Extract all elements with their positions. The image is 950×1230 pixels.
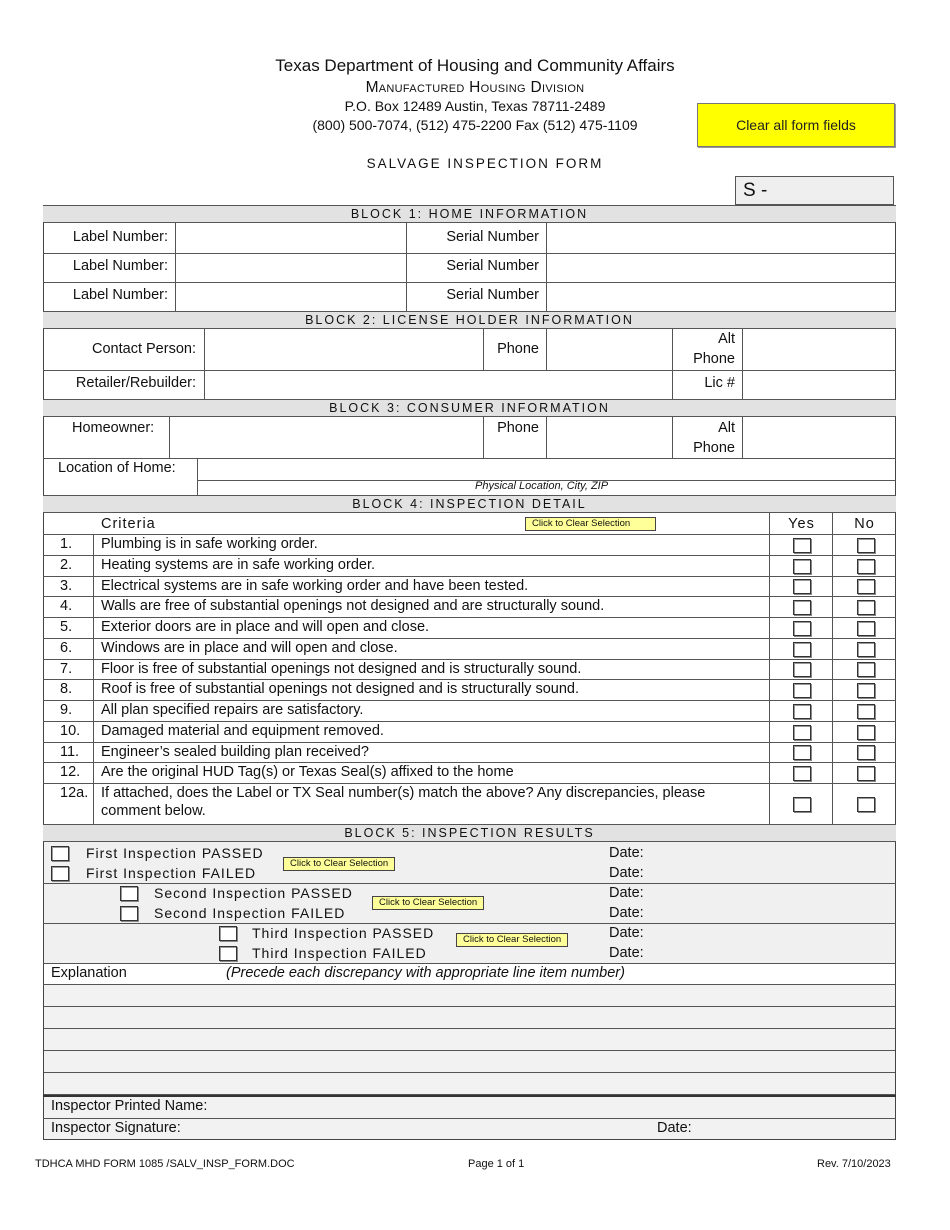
third-clear-selection-button[interactable]: Click to Clear Selection bbox=[456, 933, 568, 947]
criteria-text: Are the original HUD Tag(s) or Texas Seal(s) affixed to the home bbox=[101, 764, 514, 781]
no-header: No bbox=[854, 516, 875, 532]
yes-checkbox[interactable] bbox=[793, 797, 811, 812]
criteria-number: 5. bbox=[60, 619, 73, 635]
criteria-text: Roof is free of substantial openings not designed and is structurally sound. bbox=[101, 681, 579, 698]
second-failed-date-label: Date: bbox=[609, 905, 644, 921]
no-checkbox[interactable] bbox=[857, 600, 875, 615]
no-checkbox[interactable] bbox=[857, 538, 875, 553]
serial-number-input-2[interactable] bbox=[547, 254, 895, 281]
first-failed-date-label: Date: bbox=[609, 865, 644, 881]
explanation-line-5[interactable] bbox=[44, 1073, 895, 1095]
yes-checkbox[interactable] bbox=[793, 725, 811, 740]
criteria-number: 11. bbox=[60, 743, 80, 760]
yes-checkbox[interactable] bbox=[793, 704, 811, 719]
label-number-label: Label Number: bbox=[72, 287, 168, 303]
no-checkbox[interactable] bbox=[857, 725, 875, 740]
criteria-number: 1. bbox=[60, 536, 73, 552]
block1-header: BLOCK 1: HOME INFORMATION bbox=[43, 205, 896, 223]
yes-checkbox[interactable] bbox=[793, 559, 811, 574]
block2-header: BLOCK 2: LICENSE HOLDER INFORMATION bbox=[43, 311, 896, 329]
no-checkbox[interactable] bbox=[857, 621, 875, 636]
yes-checkbox[interactable] bbox=[793, 683, 811, 698]
phone-label: Phone bbox=[497, 341, 539, 357]
criteria-text: Engineer’s sealed building plan received? bbox=[101, 743, 369, 760]
alt-label: Alt bbox=[718, 331, 735, 347]
third-passed-date-label: Date: bbox=[609, 925, 644, 941]
yes-checkbox[interactable] bbox=[793, 621, 811, 636]
criteria-number: 12a. bbox=[60, 785, 89, 801]
no-checkbox[interactable] bbox=[857, 662, 875, 677]
first-passed-date-label: Date: bbox=[609, 845, 644, 861]
homeowner-input[interactable] bbox=[170, 418, 482, 457]
page-number: Page 1 of 1 bbox=[468, 1158, 525, 1170]
criteria-number: 10. bbox=[60, 722, 81, 739]
no-checkbox[interactable] bbox=[857, 642, 875, 657]
no-checkbox[interactable] bbox=[857, 745, 875, 760]
yes-checkbox[interactable] bbox=[793, 579, 811, 594]
block3-header: BLOCK 3: CONSUMER INFORMATION bbox=[43, 399, 896, 417]
agency-name: Texas Department of Housing and Community Affairs bbox=[275, 56, 675, 75]
serial-number-label: Serial Number bbox=[446, 258, 539, 274]
yes-header: Yes bbox=[788, 516, 815, 532]
location-of-home-label: Location of Home: bbox=[58, 460, 176, 476]
consumer-phone-input[interactable] bbox=[547, 418, 671, 457]
first-passed-checkbox[interactable] bbox=[51, 846, 69, 861]
second-passed-date-label: Date: bbox=[609, 885, 644, 901]
consumer-phone-label: Phone bbox=[497, 420, 539, 436]
alt-phone-input[interactable] bbox=[743, 330, 895, 369]
criteria-text-continued: comment below. bbox=[101, 803, 206, 819]
criteria-row-divider bbox=[43, 576, 896, 577]
agency-phones: (800) 500-7074, (512) 475-2200 Fax (512) 475-1109 bbox=[312, 117, 638, 133]
clear-all-button[interactable]: Clear all form fields bbox=[697, 103, 895, 147]
s-number-field[interactable]: S - bbox=[735, 176, 894, 205]
serial-number-label: Serial Number bbox=[446, 287, 539, 303]
criteria-number: 3. bbox=[60, 577, 73, 594]
criteria-text: Exterior doors are in place and will open and close. bbox=[101, 619, 430, 635]
no-checkbox[interactable] bbox=[857, 579, 875, 594]
yes-checkbox[interactable] bbox=[793, 642, 811, 657]
criteria-header: Criteria bbox=[101, 516, 156, 532]
criteria-number: 6. bbox=[60, 639, 73, 656]
consumer-alt-label: Alt bbox=[718, 420, 735, 436]
agency-address: P.O. Box 12489 Austin, Texas 78711-2489 bbox=[344, 98, 606, 114]
explanation-hint: (Precede each discrepancy with appropriate line item number) bbox=[226, 965, 625, 981]
location-of-home-input[interactable] bbox=[198, 459, 895, 479]
label-number-label: Label Number: bbox=[72, 258, 168, 274]
second-failed-checkbox[interactable] bbox=[120, 906, 138, 921]
division-name: Manufactured Housing Division bbox=[365, 79, 585, 96]
criteria-text: Windows are in place and will open and close. bbox=[101, 639, 398, 656]
criteria-text: Electrical systems are in safe working order and have been tested. bbox=[101, 577, 529, 594]
second-clear-selection-button[interactable]: Click to Clear Selection bbox=[372, 896, 484, 910]
serial-number-input-1[interactable] bbox=[547, 224, 895, 252]
criteria-row-divider bbox=[43, 638, 896, 639]
third-passed-label: Third Inspection PASSED bbox=[252, 925, 435, 941]
label-number-input-3[interactable] bbox=[176, 283, 405, 310]
block4-header: BLOCK 4: INSPECTION DETAIL bbox=[43, 495, 896, 513]
yes-checkbox[interactable] bbox=[793, 600, 811, 615]
revision-date: Rev. 7/10/2023 bbox=[817, 1158, 891, 1170]
first-passed-label: First Inspection PASSED bbox=[86, 845, 264, 861]
serial-number-label: Serial Number bbox=[446, 229, 539, 245]
criteria-row-divider bbox=[43, 659, 896, 660]
first-clear-selection-button[interactable]: Click to Clear Selection bbox=[283, 857, 395, 871]
third-failed-date-label: Date: bbox=[609, 945, 644, 961]
criteria-number: 7. bbox=[60, 660, 73, 677]
serial-number-input-3[interactable] bbox=[547, 283, 895, 310]
retailer-rebuilder-input[interactable] bbox=[205, 371, 671, 398]
explanation-label: Explanation bbox=[51, 965, 127, 981]
label-number-label: Label Number: bbox=[72, 229, 168, 245]
contact-person-input[interactable] bbox=[205, 330, 482, 369]
criteria-row-divider bbox=[43, 596, 896, 597]
criteria-row-divider bbox=[43, 700, 896, 701]
criteria-number: 9. bbox=[60, 702, 73, 718]
criteria-row-divider bbox=[43, 721, 896, 722]
yes-checkbox[interactable] bbox=[793, 766, 811, 781]
explanation-line-4[interactable] bbox=[44, 1051, 895, 1073]
second-passed-label: Second Inspection PASSED bbox=[154, 885, 353, 901]
no-checkbox[interactable] bbox=[857, 704, 875, 719]
location-hint: Physical Location, City, ZIP bbox=[475, 480, 609, 492]
label-number-input-1[interactable] bbox=[176, 224, 405, 252]
first-failed-checkbox[interactable] bbox=[51, 866, 69, 881]
criteria-text: If attached, does the Label or TX Seal number(s) match the above? Any discrepancies, please bbox=[101, 785, 706, 801]
second-failed-label: Second Inspection FAILED bbox=[154, 905, 346, 921]
form-title: SALVAGE INSPECTION FORM bbox=[366, 156, 604, 171]
label-number-input-2[interactable] bbox=[176, 254, 405, 281]
criteria-text: Damaged material and equipment removed. bbox=[101, 722, 384, 739]
second-passed-checkbox[interactable] bbox=[120, 886, 138, 901]
clear-selection-button[interactable]: Click to Clear Selection bbox=[525, 517, 656, 531]
consumer-alt-phone-input[interactable] bbox=[743, 418, 895, 457]
third-failed-checkbox[interactable] bbox=[219, 946, 237, 961]
criteria-row-divider bbox=[43, 762, 896, 763]
criteria-text: Walls are free of substantial openings not designed and are structurally sound. bbox=[101, 598, 605, 615]
criteria-number: 8. bbox=[60, 681, 73, 698]
homeowner-label: Homeowner: bbox=[72, 420, 155, 436]
no-checkbox[interactable] bbox=[857, 766, 875, 781]
criteria-row-divider bbox=[43, 679, 896, 680]
lic-number-input[interactable] bbox=[743, 371, 895, 398]
retailer-rebuilder-label: Retailer/Rebuilder: bbox=[75, 375, 196, 391]
criteria-number: 4. bbox=[60, 598, 73, 615]
criteria-text: Heating systems are in safe working order. bbox=[101, 556, 376, 573]
criteria-text: All plan specified repairs are satisfactory. bbox=[101, 702, 364, 718]
criteria-row-divider bbox=[43, 555, 896, 556]
consumer-alt-phone-label: Phone bbox=[693, 440, 735, 456]
third-failed-label: Third Inspection FAILED bbox=[252, 945, 427, 961]
no-checkbox[interactable] bbox=[857, 559, 875, 574]
yes-checkbox[interactable] bbox=[793, 662, 811, 677]
first-failed-label: First Inspection FAILED bbox=[86, 865, 257, 881]
inspector-signature-label: Inspector Signature: bbox=[51, 1120, 181, 1136]
criteria-row-divider bbox=[43, 617, 896, 618]
contact-person-label: Contact Person: bbox=[92, 341, 196, 357]
block5-header: BLOCK 5: INSPECTION RESULTS bbox=[43, 824, 896, 842]
no-checkbox[interactable] bbox=[857, 797, 875, 812]
form-id: TDHCA MHD FORM 1085 /SALV_INSP_FORM.DOC bbox=[35, 1158, 295, 1170]
inspector-name-label: Inspector Printed Name: bbox=[51, 1098, 208, 1114]
criteria-row-divider bbox=[43, 783, 896, 784]
yes-checkbox[interactable] bbox=[793, 538, 811, 553]
alt-phone-label: Phone bbox=[693, 351, 735, 367]
criteria-text: Floor is free of substantial openings not designed and is structurally sound. bbox=[101, 660, 582, 677]
lic-number-label: Lic # bbox=[704, 375, 735, 391]
no-checkbox[interactable] bbox=[857, 683, 875, 698]
criteria-number: 2. bbox=[60, 556, 73, 573]
criteria-row-divider bbox=[43, 742, 896, 743]
explanation-line-3[interactable] bbox=[44, 1029, 895, 1051]
phone-input[interactable] bbox=[547, 330, 671, 369]
explanation-line-1[interactable] bbox=[44, 985, 895, 1007]
criteria-text: Plumbing is in safe working order. bbox=[101, 536, 318, 552]
signature-date-label: Date: bbox=[657, 1120, 692, 1136]
criteria-number: 12. bbox=[60, 764, 81, 781]
yes-checkbox[interactable] bbox=[793, 745, 811, 760]
explanation-line-2[interactable] bbox=[44, 1007, 895, 1029]
third-passed-checkbox[interactable] bbox=[219, 926, 237, 941]
